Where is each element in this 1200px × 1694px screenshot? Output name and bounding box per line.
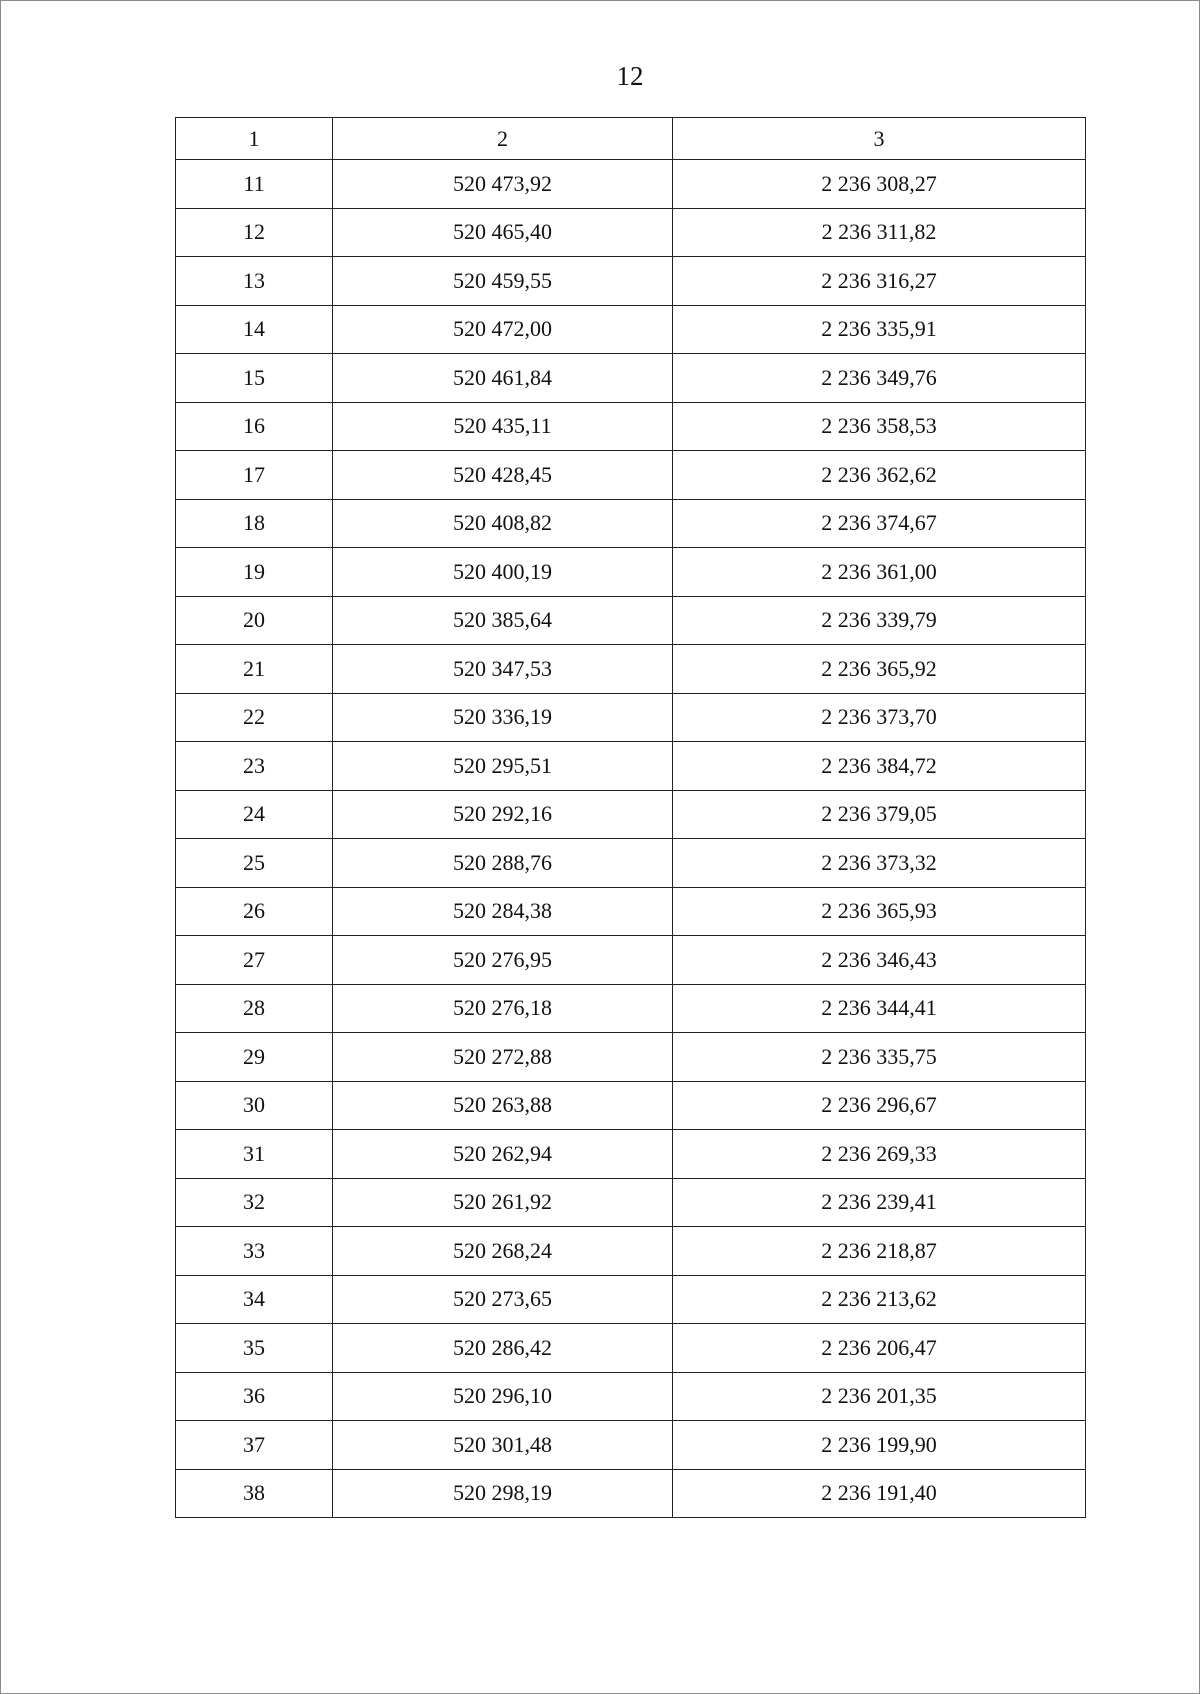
point-number-cell: 23	[176, 742, 333, 791]
table-row	[176, 160, 1086, 209]
point-number-cell: 28	[176, 984, 333, 1033]
x-coordinate-cell: 520 461,84	[333, 354, 673, 403]
y-coordinate-cell: 2 236 308,27	[673, 160, 1086, 209]
table-row	[176, 1130, 1086, 1179]
x-coordinate-cell: 520 273,65	[333, 1275, 673, 1324]
x-coordinate-cell: 520 288,76	[333, 839, 673, 888]
table-row	[176, 451, 1086, 500]
table-row	[176, 839, 1086, 888]
x-coordinate-cell: 520 296,10	[333, 1372, 673, 1421]
y-coordinate-cell: 2 236 199,90	[673, 1421, 1086, 1470]
y-coordinate-cell: 2 236 269,33	[673, 1130, 1086, 1179]
table-row	[176, 984, 1086, 1033]
x-coordinate-cell: 520 472,00	[333, 305, 673, 354]
y-coordinate-cell: 2 236 335,91	[673, 305, 1086, 354]
point-number-cell: 22	[176, 693, 333, 742]
x-coordinate-cell: 520 272,88	[333, 1033, 673, 1082]
point-number-cell: 35	[176, 1324, 333, 1373]
table-row	[176, 402, 1086, 451]
x-coordinate-cell: 520 336,19	[333, 693, 673, 742]
y-coordinate-cell: 2 236 349,76	[673, 354, 1086, 403]
table-row	[176, 1469, 1086, 1518]
x-coordinate-cell: 520 261,92	[333, 1178, 673, 1227]
coordinates-table	[175, 117, 1086, 1518]
x-coordinate-cell: 520 284,38	[333, 887, 673, 936]
y-coordinate-cell: 2 236 374,67	[673, 499, 1086, 548]
x-coordinate-cell: 520 473,92	[333, 160, 673, 209]
point-number-cell: 30	[176, 1081, 333, 1130]
point-number-cell: 11	[176, 160, 333, 209]
table-row	[176, 887, 1086, 936]
y-coordinate-cell: 2 236 218,87	[673, 1227, 1086, 1276]
point-number-cell: 15	[176, 354, 333, 403]
y-coordinate-cell: 2 236 191,40	[673, 1469, 1086, 1518]
table-row	[176, 1324, 1086, 1373]
table-row	[176, 1421, 1086, 1470]
x-coordinate-cell: 520 385,64	[333, 596, 673, 645]
table-row	[176, 1081, 1086, 1130]
y-coordinate-cell: 2 236 339,79	[673, 596, 1086, 645]
y-coordinate-cell: 2 236 373,32	[673, 839, 1086, 888]
table-row	[176, 548, 1086, 597]
point-number-cell: 38	[176, 1469, 333, 1518]
y-coordinate-cell: 2 236 344,41	[673, 984, 1086, 1033]
point-number-cell: 21	[176, 645, 333, 694]
x-coordinate-cell: 520 428,45	[333, 451, 673, 500]
y-coordinate-cell: 2 236 239,41	[673, 1178, 1086, 1227]
y-coordinate-cell: 2 236 373,70	[673, 693, 1086, 742]
table-row	[176, 742, 1086, 791]
x-coordinate-cell: 520 408,82	[333, 499, 673, 548]
point-number-cell: 24	[176, 790, 333, 839]
table-row	[176, 1275, 1086, 1324]
x-coordinate-cell: 520 268,24	[333, 1227, 673, 1276]
y-coordinate-cell: 2 236 213,62	[673, 1275, 1086, 1324]
y-coordinate-cell: 2 236 358,53	[673, 402, 1086, 451]
point-number-cell: 33	[176, 1227, 333, 1276]
point-number-cell: 16	[176, 402, 333, 451]
point-number-cell: 13	[176, 257, 333, 306]
point-number-cell: 37	[176, 1421, 333, 1470]
table-row	[176, 354, 1086, 403]
table-row	[176, 1178, 1086, 1227]
point-number-cell: 17	[176, 451, 333, 500]
x-coordinate-cell: 520 465,40	[333, 208, 673, 257]
point-number-cell: 19	[176, 548, 333, 597]
x-coordinate-cell: 520 400,19	[333, 548, 673, 597]
x-coordinate-cell: 520 295,51	[333, 742, 673, 791]
table-row	[176, 645, 1086, 694]
y-coordinate-cell: 2 236 311,82	[673, 208, 1086, 257]
point-number-cell: 31	[176, 1130, 333, 1179]
x-coordinate-cell: 520 276,95	[333, 936, 673, 985]
x-coordinate-cell: 520 301,48	[333, 1421, 673, 1470]
point-number-cell: 26	[176, 887, 333, 936]
point-number-cell: 34	[176, 1275, 333, 1324]
y-coordinate-cell: 2 236 346,43	[673, 936, 1086, 985]
y-coordinate-cell: 2 236 384,72	[673, 742, 1086, 791]
point-number-cell: 18	[176, 499, 333, 548]
y-coordinate-cell: 2 236 335,75	[673, 1033, 1086, 1082]
point-number-cell: 36	[176, 1372, 333, 1421]
y-coordinate-cell: 2 236 361,00	[673, 548, 1086, 597]
x-coordinate-cell: 520 292,16	[333, 790, 673, 839]
column-header-1: 1	[176, 118, 333, 160]
x-coordinate-cell: 520 263,88	[333, 1081, 673, 1130]
table-row	[176, 499, 1086, 548]
point-number-cell: 14	[176, 305, 333, 354]
point-number-cell: 29	[176, 1033, 333, 1082]
table-row	[176, 305, 1086, 354]
table-row	[176, 596, 1086, 645]
point-number-cell: 12	[176, 208, 333, 257]
y-coordinate-cell: 2 236 206,47	[673, 1324, 1086, 1373]
table-row	[176, 790, 1086, 839]
table-header-row	[176, 118, 1086, 160]
y-coordinate-cell: 2 236 201,35	[673, 1372, 1086, 1421]
y-coordinate-cell: 2 236 365,93	[673, 887, 1086, 936]
column-header-3: 3	[673, 118, 1086, 160]
x-coordinate-cell: 520 286,42	[333, 1324, 673, 1373]
point-number-cell: 25	[176, 839, 333, 888]
table-row	[176, 693, 1086, 742]
point-number-cell: 20	[176, 596, 333, 645]
x-coordinate-cell: 520 459,55	[333, 257, 673, 306]
column-header-2: 2	[333, 118, 673, 160]
x-coordinate-cell: 520 347,53	[333, 645, 673, 694]
y-coordinate-cell: 2 236 365,92	[673, 645, 1086, 694]
x-coordinate-cell: 520 262,94	[333, 1130, 673, 1179]
point-number-cell: 27	[176, 936, 333, 985]
x-coordinate-cell: 520 435,11	[333, 402, 673, 451]
table-row	[176, 257, 1086, 306]
x-coordinate-cell: 520 298,19	[333, 1469, 673, 1518]
table-row	[176, 1033, 1086, 1082]
page-number: 12	[616, 61, 644, 91]
y-coordinate-cell: 2 236 296,67	[673, 1081, 1086, 1130]
point-number-cell: 32	[176, 1178, 333, 1227]
table-row	[176, 1372, 1086, 1421]
x-coordinate-cell: 520 276,18	[333, 984, 673, 1033]
table-row	[176, 936, 1086, 985]
table-body	[176, 160, 1086, 1518]
table-row	[176, 208, 1086, 257]
y-coordinate-cell: 2 236 316,27	[673, 257, 1086, 306]
y-coordinate-cell: 2 236 362,62	[673, 451, 1086, 500]
table-row	[176, 1227, 1086, 1276]
y-coordinate-cell: 2 236 379,05	[673, 790, 1086, 839]
